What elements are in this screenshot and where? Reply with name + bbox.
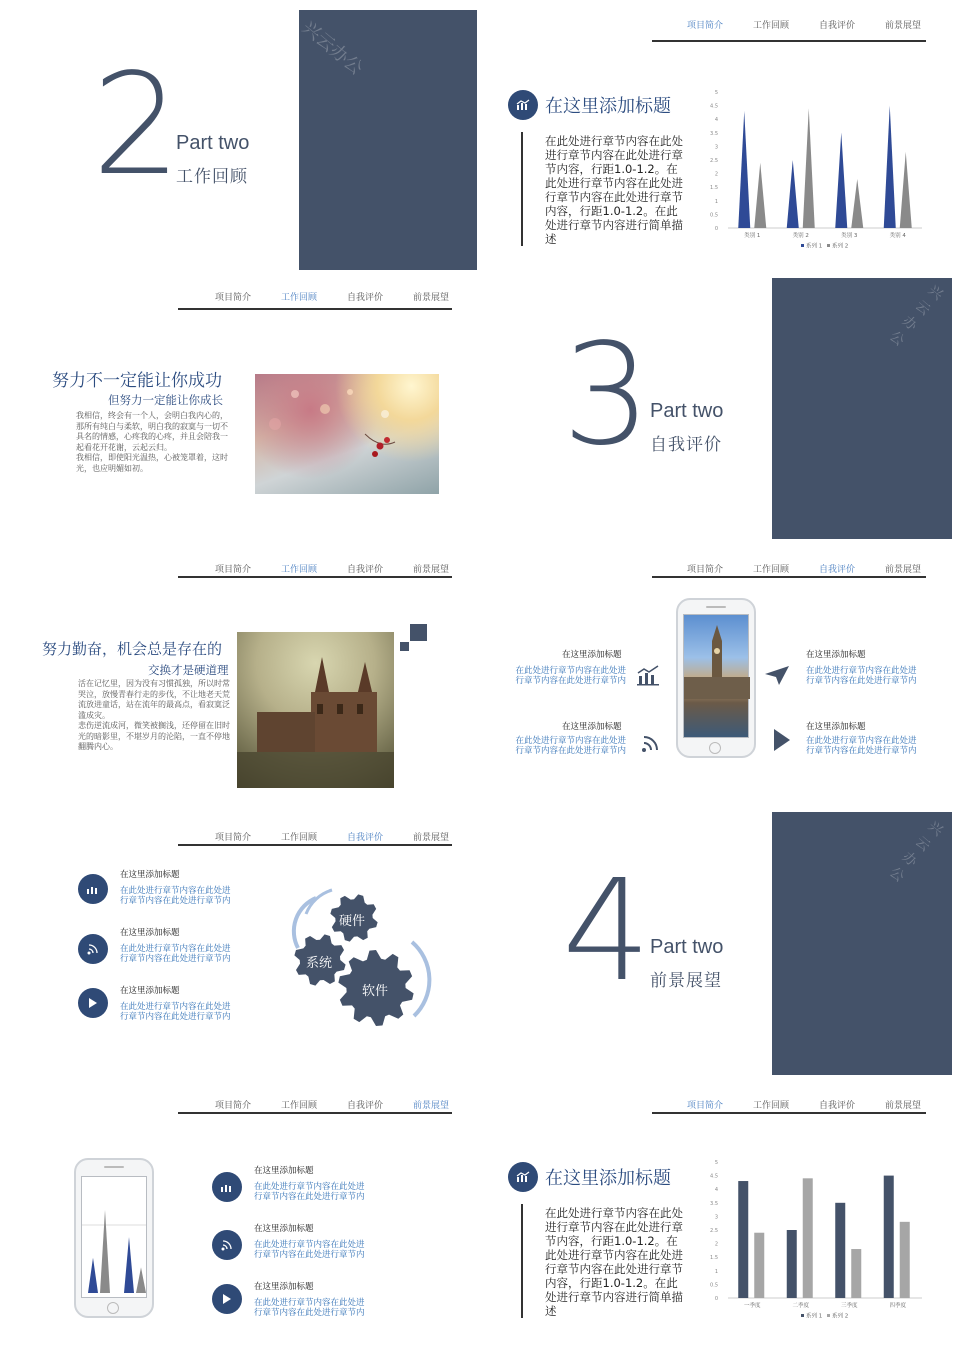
phone-speaker [104,1166,124,1168]
item-desc: 在此处进行章节内容在此处进行章节内容在此处进行章节内 [806,736,917,756]
y-tick-label: 3 [714,1214,718,1221]
data-bar [835,1203,845,1298]
paper-plane-icon [764,664,790,686]
nav-bar [672,1098,936,1111]
item-desc: 在此处进行章节内容在此处进行章节内容在此处进行章节内 [806,666,917,686]
section-part-label: Part two [650,400,724,422]
data-bar [738,1181,748,1298]
data-bar [900,1222,910,1298]
item-title: 在这里添加标题 [120,986,180,996]
nav-item-review[interactable]: 工作回顾 [280,833,317,843]
phone-screen [81,1176,147,1298]
play-icon[interactable] [212,1284,242,1314]
data-bar [787,160,799,228]
item-title: 在这里添加标题 [562,722,622,732]
nav-item-intro[interactable]: 项目简介 [686,565,723,575]
home-button[interactable] [709,742,721,754]
y-tick-label: 4.5 [710,103,718,110]
y-tick-label: 1.5 [710,185,718,192]
nav-item-review[interactable]: 工作回顾 [280,565,317,575]
gear-label-software: 软件 [362,984,389,999]
slide-chart-1[interactable] [482,4,956,270]
x-tick-label: 类别 4 [889,233,906,239]
slide-quote-1[interactable] [4,276,478,542]
legend-label: 系列 2 [832,243,849,250]
y-tick-label: 2 [714,1241,718,1248]
phone-chart-bar [100,1210,110,1293]
data-bar [884,1176,894,1298]
y-tick-label: 5 [714,90,718,96]
section-title: 工作回顾 [176,167,248,187]
slide-heading: 在这里添加标题 [545,1168,671,1189]
nav-bar [672,18,936,31]
quote-subtitle: 交换才是硬道理 [148,663,229,677]
nav-underline [178,308,452,310]
y-tick-label: 3.5 [710,130,718,137]
slide-section-2[interactable] [4,4,478,270]
nav-item-outlook[interactable]: 前景展望 [884,565,921,575]
nav-underline [652,576,926,578]
quote-title: 努力不一定能让你成功 [52,371,222,391]
data-bar [851,179,863,228]
y-tick-label: 2 [714,171,718,178]
y-tick-label: 0 [714,226,718,232]
legend-swatch [801,244,804,247]
section-number: 4 [562,850,652,1013]
x-tick-label: 类别 3 [841,233,858,239]
slide-phone-icons[interactable] [482,548,956,814]
item-desc: 在此处进行章节内容在此处进行章节内容在此处进行章节内 [254,1240,365,1260]
y-tick-label: 1.5 [710,1255,718,1262]
slide-section-4[interactable] [482,812,956,1078]
item-title: 在这里添加标题 [254,1282,314,1292]
item-title: 在这里添加标题 [120,870,180,880]
y-tick-label: 1 [714,1268,718,1275]
quote-title: 努力勤奋，机会总是存在的 [42,640,223,658]
nav-item-review[interactable]: 工作回顾 [752,565,789,575]
data-bar [884,106,896,228]
data-bar [851,1249,861,1298]
legend-label: 系列 1 [806,243,823,250]
watermark: 兴云办公 [886,282,946,350]
nav-item-outlook[interactable]: 前景展望 [412,833,449,843]
bar-chart-icon [636,664,660,686]
x-tick-label: 类别 2 [792,233,809,239]
x-tick-label: 二季度 [792,1303,810,1309]
slide-section-3[interactable] [482,276,956,542]
y-tick-label: 2.5 [710,158,718,164]
item-desc: 在此处进行章节内容在此处进行章节内容在此处进行章节内 [254,1182,365,1202]
deco-square-small [400,642,409,651]
chart-icon [78,874,108,904]
bar-chart [700,1154,930,1324]
nav-item-review[interactable]: 工作回顾 [752,1101,789,1111]
home-button[interactable] [107,1302,119,1314]
nav-bar [200,562,464,575]
y-tick-label: 1 [714,198,718,205]
slide-body: 在此处进行章节内容在此处进行章节内容在此处进行章节内容，行距1.0-1.2。在此处进行章节内容在此处进行章节内容在此处进行章节内容，行距1.0-1.2。在此处进行章节内容进行简单描述 [545,1206,683,1318]
legend-label: 系列 2 [832,1313,849,1320]
nav-item-outlook[interactable]: 前景展望 [412,293,449,303]
nav-item-evaluation[interactable]: 自我评价 [346,833,383,843]
chart-icon [212,1172,242,1202]
data-bar [803,1178,813,1298]
nav-item-review[interactable]: 工作回顾 [280,1101,317,1111]
nav-bar [200,1098,464,1111]
nav-item-intro[interactable]: 项目简介 [686,1101,723,1111]
nav-item-intro[interactable]: 项目简介 [214,1101,251,1111]
y-tick-label: 4 [714,1187,718,1194]
section-number: 2 [92,44,182,207]
nav-item-evaluation[interactable]: 自我评价 [346,293,383,303]
y-tick-label: 4.5 [710,1173,718,1180]
section-title: 自我评价 [650,435,722,455]
nav-item-outlook[interactable]: 前景展望 [884,21,921,31]
nav-item-outlook[interactable]: 前景展望 [412,565,449,575]
phone-chart-bar [88,1258,98,1293]
data-bar [787,1230,797,1298]
item-title: 在这里添加标题 [562,650,622,660]
item-desc: 在此处进行章节内容在此处进行章节内容在此处进行章节内 [120,1002,231,1022]
castle-photo [237,632,394,788]
slide-heading: 在这里添加标题 [545,96,671,117]
deco-square-large [410,624,427,641]
data-bar [754,163,766,228]
berry-photo [255,374,439,494]
smartphone-mockup [74,1158,154,1318]
gears-diagram [276,880,446,1030]
gear-label-hardware: 硬件 [339,914,366,929]
item-desc: 在此处进行章节内容在此处进行章节内容在此处进行章节内 [515,736,626,756]
nav-item-intro[interactable]: 项目简介 [686,21,723,31]
nav-underline [178,844,452,846]
y-tick-label: 4 [714,117,718,124]
quote-body: 活在记忆里，因为没有习惯孤独，所以时常哭泣，放慢青春行走的步伐，不让地老天荒流放进童话，站在流年的最高点，看寂寞泛滥成灾。 悲伤逆流成河，微笑被搁浅，还停留在旧时光的暗影里，不堪岁月的沦陷，一直不停地翻腾内心。 [78,679,230,751]
x-tick-label: 四季度 [889,1303,907,1309]
wifi-icon [78,934,108,964]
nav-item-outlook[interactable]: 前景展望 [884,1101,921,1111]
nav-item-intro[interactable]: 项目简介 [214,565,251,575]
legend-swatch [801,1314,804,1317]
x-tick-label: 类别 1 [744,233,761,239]
slide-quote-2[interactable] [4,548,478,814]
text-rule [521,1204,523,1318]
data-bar [754,1233,764,1298]
y-tick-label: 3 [714,144,718,151]
y-tick-label: 5 [714,1160,718,1166]
y-tick-label: 0.5 [710,212,718,219]
legend-swatch [827,1314,830,1317]
y-tick-label: 0 [714,1296,718,1302]
quote-body: 我相信，终会有一个人，会明白我内心的，那所有纯白与柔软，明白我的寂寞与一切不具名的情感，心疼我的心疼，并且会陪我一起看花开花谢，云起云归。 我相信，即使阳光温热，心被笼罩着，这时光，也应明媚如初。 [76,411,228,473]
nav-bar [200,290,464,303]
nav-item-evaluation[interactable]: 自我评价 [346,565,383,575]
nav-underline [652,40,926,42]
nav-item-outlook[interactable]: 前景展望 [412,1101,449,1111]
phone-chart-bar [136,1267,146,1293]
nav-bar [200,830,464,843]
slide-body: 在此处进行章节内容在此处进行章节内容在此处进行章节内容，行距1.0-1.2。在此处进行章节内容在此处进行章节内容在此处进行章节内容，行距1.0-1.2。在此处进行章节内容进行简单描述 [545,134,683,246]
section-part-label: Part two [650,936,724,958]
nav-item-intro[interactable]: 项目简介 [214,293,251,303]
play-icon [772,728,792,752]
y-tick-label: 0.5 [710,1282,718,1289]
chart-badge-icon [508,1162,538,1192]
smartphone-mockup [676,598,756,758]
wifi-icon [212,1230,242,1260]
x-tick-label: 一季度 [743,1303,761,1309]
x-tick-label: 三季度 [840,1303,858,1309]
wifi-icon [640,732,662,754]
y-tick-label: 2.5 [710,1228,718,1234]
section-title: 前景展望 [650,971,722,991]
item-desc: 在此处进行章节内容在此处进行章节内容在此处进行章节内 [515,666,626,686]
triangle-chart [700,84,930,254]
data-bar [738,111,750,228]
phone-chart-bar [124,1237,134,1293]
nav-underline [652,1112,926,1114]
item-title: 在这里添加标题 [806,650,866,660]
data-bar [803,108,815,228]
legend-label: 系列 1 [806,1313,823,1320]
nav-bar [672,562,936,575]
section-part-label: Part two [176,132,250,154]
item-title: 在这里添加标题 [806,722,866,732]
item-desc: 在此处进行章节内容在此处进行章节内容在此处进行章节内 [254,1298,365,1318]
nav-underline [178,1112,452,1114]
item-title: 在这里添加标题 [120,928,180,938]
item-title: 在这里添加标题 [254,1224,314,1234]
slide-chart-2[interactable] [482,1084,956,1350]
item-title: 在这里添加标题 [254,1166,314,1176]
quote-subtitle: 但努力一定能让你成长 [108,393,223,407]
data-bar [900,152,912,228]
play-icon[interactable] [78,988,108,1018]
nav-item-intro[interactable]: 项目简介 [214,833,251,843]
nav-item-evaluation[interactable]: 自我评价 [818,565,855,575]
watermark: 兴云办公 [886,818,946,886]
nav-item-review[interactable]: 工作回顾 [280,293,317,303]
item-desc: 在此处进行章节内容在此处进行章节内容在此处进行章节内 [120,944,231,964]
slide-gears[interactable] [4,816,478,1082]
y-tick-label: 3.5 [710,1200,718,1207]
legend-swatch [827,244,830,247]
nav-item-evaluation[interactable]: 自我评价 [818,21,855,31]
text-rule [521,132,523,246]
nav-item-review[interactable]: 工作回顾 [752,21,789,31]
nav-underline [178,576,452,578]
gear-label-system: 系统 [306,956,333,971]
data-bar [835,133,847,228]
nav-item-evaluation[interactable]: 自我评价 [818,1101,855,1111]
chart-badge-icon [508,90,538,120]
section-number: 3 [562,314,652,477]
slide-phone-chart[interactable] [4,1084,478,1350]
nav-item-evaluation[interactable]: 自我评价 [346,1101,383,1111]
phone-speaker [706,606,726,608]
phone-mini-chart [82,1177,146,1297]
phone-screen [683,614,749,738]
item-desc: 在此处进行章节内容在此处进行章节内容在此处进行章节内 [120,886,231,906]
watermark: 兴云办公 [297,17,367,80]
